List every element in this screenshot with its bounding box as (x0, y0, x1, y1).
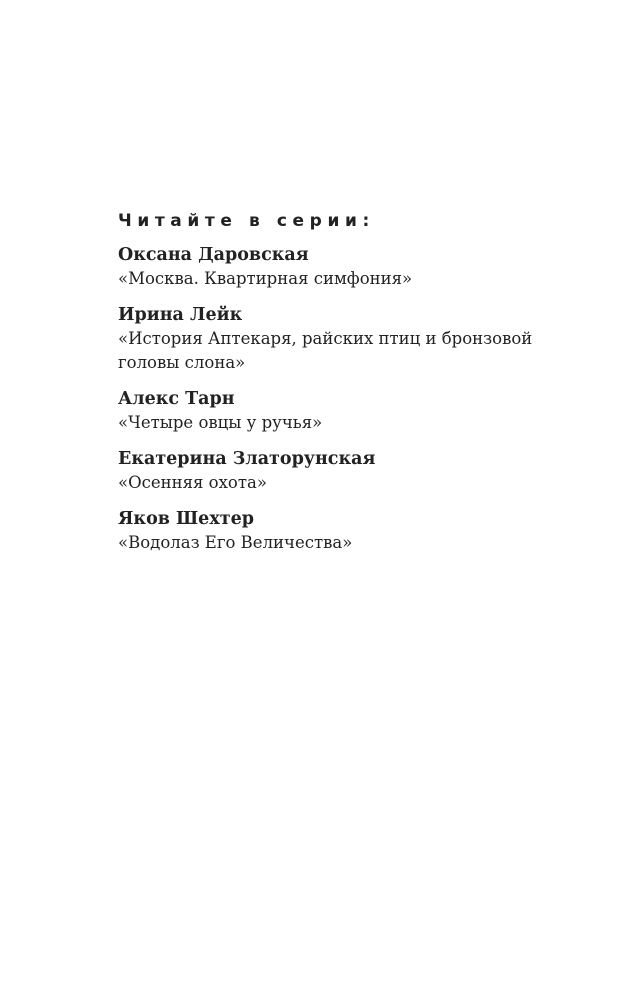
book-entry (118, 447, 588, 495)
book-author: Алекс Тарн (118, 389, 235, 409)
series-list (118, 207, 588, 567)
book-entry (118, 243, 588, 291)
book-title: «Четыре овцы у ручья» (118, 413, 323, 432)
book-entry (118, 387, 588, 435)
book-author: Яков Шехтер (118, 509, 254, 529)
book-entry (118, 303, 588, 375)
book-author: Ирина Лейк (118, 305, 243, 325)
book-title: «Москва. Квартирная симфония» (118, 269, 413, 288)
book-title: «Осенняя охота» (118, 473, 267, 492)
book-title: «Водолаз Его Величества» (118, 533, 353, 552)
book-author: Оксана Даровская (118, 245, 309, 265)
book-entry (118, 507, 588, 555)
book-author: Екатерина Златорунская (118, 449, 376, 469)
series-heading: Читайте в серии: (118, 211, 375, 231)
book-title: «История Аптекаря, райских птиц и бронзовой головы слона» (118, 329, 533, 372)
